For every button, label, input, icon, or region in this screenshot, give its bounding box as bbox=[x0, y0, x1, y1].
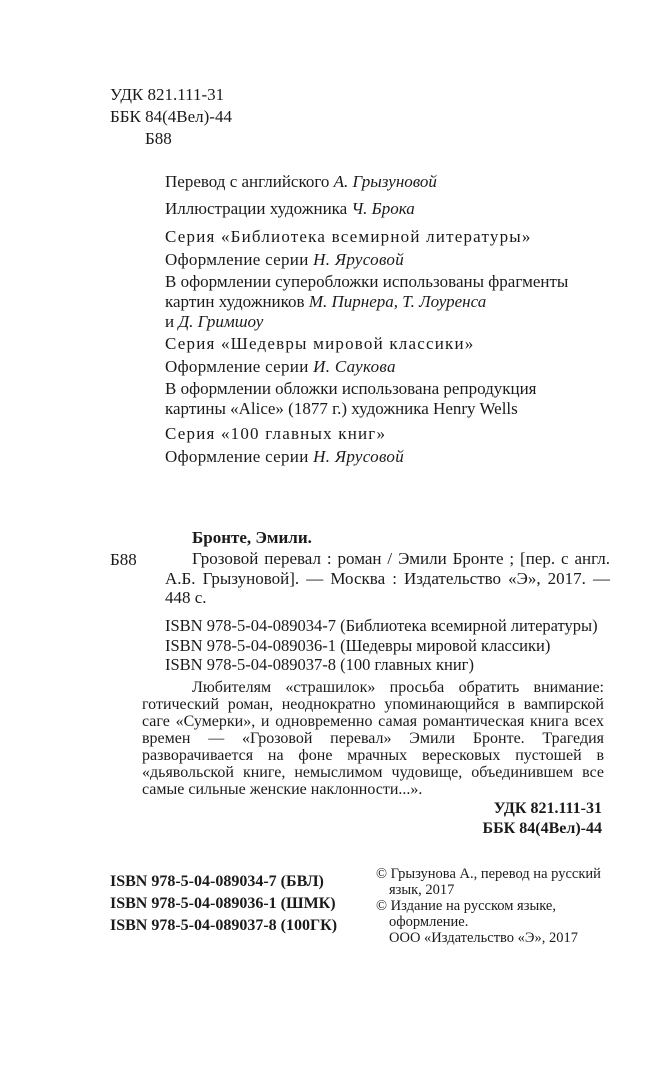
series-library-design-line bbox=[165, 250, 568, 270]
footer-isbn-list bbox=[110, 871, 337, 937]
series-100books-design-line bbox=[165, 447, 404, 467]
bbk-code-bottom: ББК 84(4Вел)-44 bbox=[482, 820, 602, 837]
author-sign-top: Б88 bbox=[145, 129, 172, 148]
isbn-list bbox=[165, 616, 598, 675]
footer-isbn-line: ISBN 978-5-04-089034-7 (БВЛ) bbox=[110, 873, 324, 890]
series-100books-designer: Н. Ярусовой bbox=[313, 447, 405, 466]
series-classics-note-line2: картины «Alice» (1877 г.) художника Henry Wells bbox=[165, 399, 518, 418]
catalog-entry bbox=[110, 527, 610, 608]
cover-artist-name: Д. Гримшоу bbox=[178, 312, 264, 331]
series-library-designer: Н. Ярусовой bbox=[313, 250, 405, 269]
illustration-credit-label: Иллюстрации художника bbox=[165, 199, 348, 218]
series-library-note-line1: В оформлении суперобложки использованы фрагменты bbox=[165, 272, 569, 291]
cover-artists-names: М. Пирнера, Т. Лоуренса bbox=[308, 292, 487, 311]
book-description: Грозовой перевал : роман / Эмили Бронте ; [пер. с англ. А.Б. Грызуновой]. — Москва : Издательство «Э», 2017. — 448 с. bbox=[165, 549, 610, 607]
isbn-line: ISBN 978-5-04-089034-7 (Библиотека всемирной литературы) bbox=[165, 616, 598, 635]
copyright-line: оформление. bbox=[389, 914, 469, 930]
copyright-line: © Грызунова А., перевод на русский bbox=[376, 866, 601, 882]
credits-block bbox=[165, 168, 437, 222]
translation-credit-line bbox=[165, 168, 437, 195]
series-classics-design-line bbox=[165, 357, 537, 377]
classification-codes-bottom bbox=[165, 799, 602, 839]
udk-code-top: УДК 821.111-31 bbox=[110, 85, 225, 104]
series-classics-title: Серия «Шедевры мировой классики» bbox=[165, 334, 475, 353]
book-author: Бронте, Эмили. bbox=[192, 528, 312, 547]
design-label: Оформление серии bbox=[165, 447, 309, 466]
note-line2-text: картин художников bbox=[165, 292, 305, 311]
copyright-translation-entry bbox=[376, 866, 601, 898]
copyright-block bbox=[376, 866, 601, 946]
isbn-line: ISBN 978-5-04-089036-1 (Шедевры мировой классики) bbox=[165, 635, 551, 655]
copyright-line: ООО «Издательство «Э», 2017 bbox=[389, 930, 579, 946]
footer-isbn-line: ISBN 978-5-04-089037-8 (100ГК) bbox=[110, 917, 338, 934]
isbn-line: ISBN 978-5-04-089037-8 (100 главных книг) bbox=[165, 655, 474, 674]
author-sign-entry: Б88 bbox=[110, 550, 137, 569]
series-library-block bbox=[165, 227, 568, 332]
illustration-credit-line bbox=[165, 195, 437, 222]
translator-name: А. Грызуновой bbox=[333, 172, 437, 191]
copyright-line: © Издание на русском языке, bbox=[376, 898, 556, 914]
note-line3-text: и bbox=[165, 312, 175, 331]
series-100books-block bbox=[165, 424, 404, 469]
series-classics-note-line1: В оформлении обложки использована репродукция bbox=[165, 379, 537, 398]
series-100books-title: Серия «100 главных книг» bbox=[165, 424, 387, 443]
series-library-title: Серия «Библиотека всемирной литературы» bbox=[165, 227, 532, 246]
copyright-line: язык, 2017 bbox=[389, 882, 455, 898]
copyright-edition-entry bbox=[376, 898, 601, 946]
translation-credit-label: Перевод с английского bbox=[165, 172, 330, 191]
bbk-code-top: ББК 84(4Вел)-44 bbox=[110, 107, 232, 126]
illustrator-name: Ч. Брока bbox=[351, 199, 415, 218]
series-classics-designer: И. Саукова bbox=[313, 357, 396, 376]
design-label: Оформление серии bbox=[165, 250, 309, 269]
series-library-note-line3 bbox=[165, 312, 568, 332]
udk-code-bottom: УДК 821.111-31 bbox=[493, 800, 602, 817]
series-library-note-line2 bbox=[165, 292, 568, 312]
footer-isbn-line: ISBN 978-5-04-089036-1 (ШМК) bbox=[110, 895, 336, 912]
annotation-paragraph: Любителям «страшилок» просьба обратить внимание: готический роман, неоднократно упоминающийся в вампирской саге «Сумерки», и одновременно самая романтическая книга всех времен — «Грозовой перевал» Эмили Бронте. Трагедия разворачивается на фоне мрачных вересковых пустошей в «дьявольской книге, немыслимом чудовище, объединившем все самые сильные женские наклонности...». bbox=[142, 679, 604, 798]
classification-codes-top bbox=[110, 84, 232, 150]
design-label: Оформление серии bbox=[165, 357, 309, 376]
series-classics-block bbox=[165, 334, 537, 419]
